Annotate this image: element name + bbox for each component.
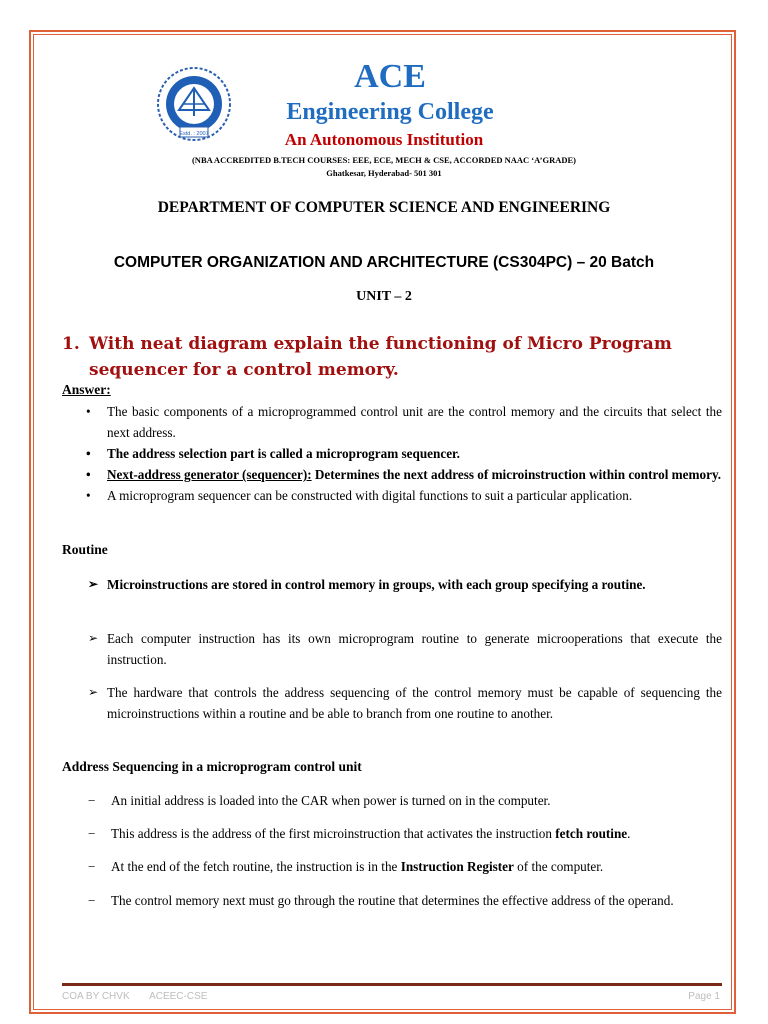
list-item: • The address selection part is called a microprogram sequencer.	[62, 443, 722, 464]
footer-department: ACEEC-CSE	[149, 991, 208, 1002]
routine-heading: Routine	[62, 542, 108, 557]
course-title: COMPUTER ORGANIZATION AND ARCHITECTURE (CS304PC) – 20 Batch	[113, 254, 655, 271]
sequencing-item-2	[62, 823, 722, 844]
question-text: With neat diagram explain the functioning of Micro Program sequencer for a control memory.	[89, 334, 672, 380]
page-number: Page 1	[688, 991, 720, 1002]
college-title-block	[240, 58, 540, 126]
routine-list-item-2	[62, 628, 722, 670]
question-number: 1.	[62, 334, 80, 354]
list-item: ➢ Microinstructions are stored in control memory in groups, with each group specifying a routine.	[62, 574, 722, 595]
accreditation-line: (NBA ACCREDITED B.TECH COURSES: EEE, ECE, MECH & CSE, ACCORDED NAAC ‘A’GRADE)	[191, 155, 577, 165]
answer-bullet-list	[62, 401, 722, 506]
list-item: • Next-address generator (sequencer): Determines the next address of microinstruction within control memory.	[62, 464, 722, 485]
question-heading	[62, 331, 722, 383]
sequencing-heading: Address Sequencing in a microprogram control unit	[62, 759, 362, 774]
footer-author-name: COA BY CHVK	[62, 991, 130, 1002]
college-short-name: ACE	[354, 58, 426, 95]
footer-author	[62, 991, 207, 1002]
list-item: − An initial address is loaded into the CAR when power is turned on in the computer.	[62, 790, 722, 811]
sequencing-item-4	[62, 890, 722, 911]
department-title: DEPARTMENT OF COMPUTER SCIENCE AND ENGINEERING	[157, 199, 611, 216]
list-item: ➢ Each computer instruction has its own microprogram routine to generate microoperations that execute the instruction.	[62, 628, 722, 670]
address-line: Ghatkesar, Hyderabad- 501 301	[326, 168, 442, 178]
list-item: • A microprogram sequencer can be constructed with digital functions to suit a particular application.	[62, 485, 722, 506]
routine-list-item-1	[62, 574, 722, 595]
list-item: − This address is the address of the first microinstruction that activates the instruction fetch routine.	[62, 823, 722, 844]
college-name: Engineering College	[286, 99, 494, 125]
list-item: − At the end of the fetch routine, the instruction is in the Instruction Register of the computer.	[62, 856, 722, 877]
logo-estd-text: Estd. : 2007	[179, 131, 209, 137]
answer-label: Answer:	[62, 382, 111, 397]
list-item: • The basic components of a microprogrammed control unit are the control memory and the circuits that select the next address.	[62, 401, 722, 443]
list-item: − The control memory next must go through the routine that determines the effective address of the operand.	[62, 890, 722, 911]
sequencing-item-3	[62, 856, 722, 877]
sequencing-item-1	[62, 790, 722, 811]
routine-list-item-3	[62, 682, 722, 724]
institution-status: An Autonomous Institution	[284, 130, 484, 149]
footer-divider	[62, 983, 722, 986]
unit-title: UNIT – 2	[356, 289, 412, 304]
list-item: ➢ The hardware that controls the address sequencing of the control memory must be capable of sequencing the microinstructions within a routine and be able to branch from one routine to another.	[62, 682, 722, 724]
